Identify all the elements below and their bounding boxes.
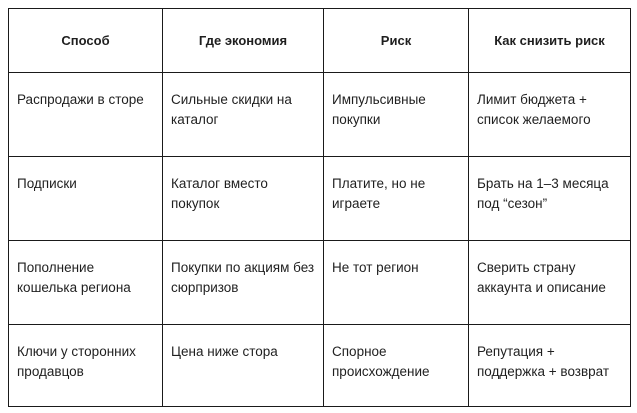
table-row	[9, 241, 631, 325]
cell-method: Ключи у сторонних продавцов	[9, 325, 163, 407]
header-mitigation: Как снизить риск	[469, 9, 631, 73]
table-body	[9, 73, 631, 407]
header-risk: Риск	[324, 9, 469, 73]
cell-method: Подписки	[9, 157, 163, 241]
cell-mitigation: Лимит бюджета + список желаемого	[469, 73, 631, 157]
cell-method: Пополнение кошелька региона	[9, 241, 163, 325]
cell-savings: Цена ниже стора	[163, 325, 324, 407]
cell-mitigation: Репутация + поддержка + возврат	[469, 325, 631, 407]
cell-mitigation: Брать на 1–3 месяца под “сезон”	[469, 157, 631, 241]
header-method: Способ	[9, 9, 163, 73]
cell-risk: Спорное происхождение	[324, 325, 469, 407]
cell-mitigation: Сверить страну аккаунта и описание	[469, 241, 631, 325]
table-row	[9, 73, 631, 157]
table-row	[9, 325, 631, 407]
comparison-table-container	[8, 8, 631, 407]
comparison-table	[8, 8, 631, 407]
cell-risk: Импульсивные покупки	[324, 73, 469, 157]
cell-method: Распродажи в сторе	[9, 73, 163, 157]
header-savings: Где экономия	[163, 9, 324, 73]
cell-savings: Каталог вместо покупок	[163, 157, 324, 241]
cell-risk: Платите, но не играете	[324, 157, 469, 241]
cell-savings: Сильные скидки на каталог	[163, 73, 324, 157]
cell-risk: Не тот регион	[324, 241, 469, 325]
header-row	[9, 9, 631, 73]
cell-savings: Покупки по акциям без сюрпризов	[163, 241, 324, 325]
table-header	[9, 9, 631, 73]
table-row	[9, 157, 631, 241]
